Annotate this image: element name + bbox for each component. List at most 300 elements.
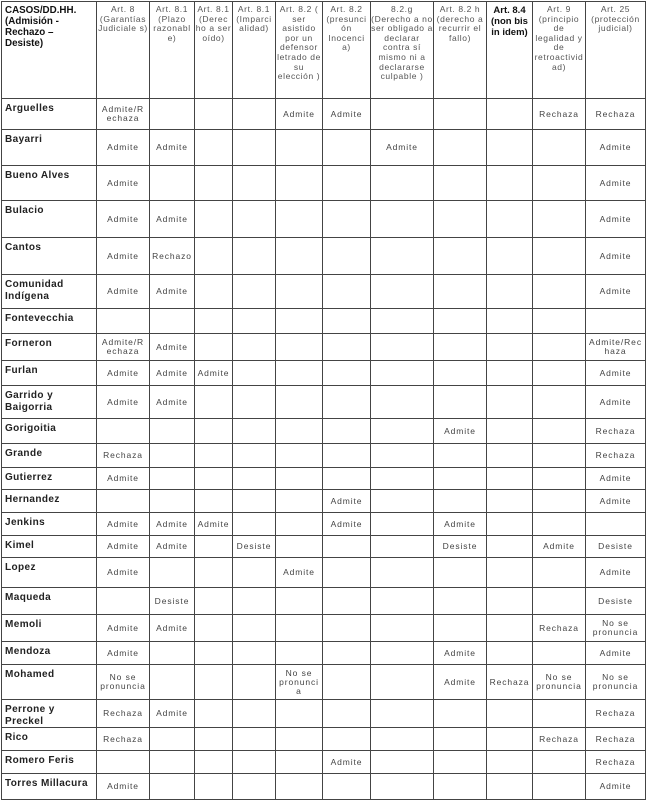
ruling-cell: Admite (150, 275, 195, 309)
ruling-cell: Admite (533, 536, 586, 558)
ruling-cell: Admite (586, 490, 646, 513)
ruling-cell (233, 275, 276, 309)
ruling-cell (371, 99, 434, 130)
ruling-cell (487, 99, 533, 130)
ruling-cell: Admite (586, 275, 646, 309)
ruling-cell (195, 588, 233, 615)
table-row (2, 130, 646, 166)
case-name: Comunidad Indígena (2, 275, 97, 309)
ruling-cell (97, 490, 150, 513)
ruling-cell (233, 130, 276, 166)
table-row (2, 728, 646, 751)
ruling-cell (487, 588, 533, 615)
ruling-cell (233, 201, 276, 238)
ruling-cell: Admite (323, 490, 371, 513)
cases-table (1, 1, 646, 800)
case-name: Bueno Alves (2, 166, 97, 201)
ruling-cell (233, 615, 276, 642)
ruling-cell (233, 490, 276, 513)
ruling-cell: Admite (150, 361, 195, 386)
ruling-cell (195, 130, 233, 166)
ruling-cell (276, 513, 323, 536)
table-row (2, 444, 646, 468)
ruling-cell: Admite (586, 386, 646, 419)
ruling-cell (150, 99, 195, 130)
ruling-cell: Rechaza (533, 728, 586, 751)
ruling-cell (233, 751, 276, 774)
ruling-cell: Admite (323, 99, 371, 130)
ruling-cell: Rechazo (150, 238, 195, 275)
ruling-cell (276, 490, 323, 513)
ruling-cell: Rechaza (586, 419, 646, 444)
ruling-cell (195, 238, 233, 275)
table-row (2, 774, 646, 800)
ruling-cell (276, 419, 323, 444)
ruling-cell (371, 419, 434, 444)
ruling-cell: Admite (97, 468, 150, 490)
ruling-cell (150, 751, 195, 774)
ruling-cell (533, 751, 586, 774)
ruling-cell (371, 728, 434, 751)
ruling-cell (323, 361, 371, 386)
ruling-cell: Rechaza (487, 665, 533, 700)
ruling-cell: Admite (195, 361, 233, 386)
ruling-cell (276, 238, 323, 275)
ruling-cell (276, 615, 323, 642)
case-name: Arguelles (2, 99, 97, 130)
ruling-cell: Rechaza (533, 99, 586, 130)
case-name: Mohamed (2, 665, 97, 700)
ruling-cell (195, 166, 233, 201)
ruling-cell (276, 334, 323, 361)
ruling-cell (487, 728, 533, 751)
ruling-cell (97, 309, 150, 334)
ruling-cell: Admite (586, 130, 646, 166)
ruling-cell (195, 201, 233, 238)
ruling-cell: Admite (586, 468, 646, 490)
case-name: Rico (2, 728, 97, 751)
ruling-cell (487, 166, 533, 201)
ruling-cell: Rechaza (533, 615, 586, 642)
ruling-cell: Admite (150, 700, 195, 728)
ruling-cell (434, 99, 487, 130)
ruling-cell (371, 309, 434, 334)
ruling-cell: Admite (97, 774, 150, 800)
ruling-cell (487, 419, 533, 444)
ruling-cell (233, 642, 276, 665)
table-row (2, 238, 646, 275)
ruling-cell (487, 642, 533, 665)
ruling-cell (487, 361, 533, 386)
ruling-cell (150, 468, 195, 490)
ruling-cell (276, 309, 323, 334)
ruling-cell: No se pronuncia (97, 665, 150, 700)
ruling-cell (586, 513, 646, 536)
ruling-cell (150, 166, 195, 201)
ruling-cell (533, 558, 586, 588)
ruling-cell: Rechaza (97, 700, 150, 728)
ruling-cell: No se pronuncia (586, 615, 646, 642)
ruling-cell: Rechaza (586, 99, 646, 130)
ruling-cell: Desiste (586, 588, 646, 615)
ruling-cell (533, 386, 586, 419)
case-name: Perrone y Preckel (2, 700, 97, 728)
ruling-cell (195, 615, 233, 642)
ruling-cell: Admite (150, 513, 195, 536)
ruling-cell (487, 238, 533, 275)
header-art-8-1-plazo: Art. 8.1 (Plazo razonabl e) (150, 2, 195, 99)
ruling-cell: Admite (150, 334, 195, 361)
ruling-cell (371, 490, 434, 513)
table-row (2, 361, 646, 386)
ruling-cell (434, 275, 487, 309)
ruling-cell (533, 642, 586, 665)
ruling-cell: Admite (586, 201, 646, 238)
ruling-cell (323, 275, 371, 309)
ruling-cell: Admite (150, 386, 195, 419)
ruling-cell (434, 490, 487, 513)
ruling-cell (533, 130, 586, 166)
ruling-cell (434, 309, 487, 334)
ruling-cell (276, 774, 323, 800)
header-row (2, 2, 646, 99)
ruling-cell (371, 558, 434, 588)
header-art-8-2-defensor: Art. 8.2 ( ser asistido por un defensor letrado de su elección ) (276, 2, 323, 99)
table-row (2, 490, 646, 513)
ruling-cell (233, 774, 276, 800)
ruling-cell (195, 275, 233, 309)
ruling-cell (371, 386, 434, 419)
table-row (2, 334, 646, 361)
table-row (2, 513, 646, 536)
table-body (2, 99, 646, 800)
table-row (2, 700, 646, 728)
ruling-cell (195, 386, 233, 419)
ruling-cell (276, 166, 323, 201)
case-name: Torres Millacura (2, 774, 97, 800)
ruling-cell: Admite/R echaza (97, 99, 150, 130)
ruling-cell (233, 309, 276, 334)
header-art-8-2-presuncion: Art. 8.2 (presunci ón Inocenci a) (323, 2, 371, 99)
ruling-cell (533, 361, 586, 386)
ruling-cell: Admite (97, 386, 150, 419)
ruling-cell (195, 444, 233, 468)
ruling-cell: Admite (97, 536, 150, 558)
ruling-cell (533, 419, 586, 444)
ruling-cell (323, 615, 371, 642)
ruling-cell (195, 665, 233, 700)
ruling-cell (487, 334, 533, 361)
ruling-cell: Admite (434, 665, 487, 700)
ruling-cell (434, 166, 487, 201)
table-row (2, 201, 646, 238)
ruling-cell (533, 490, 586, 513)
ruling-cell (195, 334, 233, 361)
ruling-cell (323, 130, 371, 166)
ruling-cell (323, 166, 371, 201)
ruling-cell (195, 536, 233, 558)
ruling-cell (533, 588, 586, 615)
ruling-cell (276, 201, 323, 238)
ruling-cell (533, 201, 586, 238)
ruling-cell (533, 166, 586, 201)
ruling-cell (323, 728, 371, 751)
table-row (2, 386, 646, 419)
ruling-cell: Admite (97, 642, 150, 665)
ruling-cell (434, 238, 487, 275)
ruling-cell: Admite (434, 513, 487, 536)
ruling-cell (233, 444, 276, 468)
ruling-cell (487, 275, 533, 309)
ruling-cell (371, 238, 434, 275)
ruling-cell (371, 201, 434, 238)
table-row (2, 588, 646, 615)
ruling-cell: Admite (195, 513, 233, 536)
ruling-cell: Admite (150, 130, 195, 166)
ruling-cell (276, 361, 323, 386)
ruling-cell (233, 665, 276, 700)
ruling-cell (487, 468, 533, 490)
case-name: Gutierrez (2, 468, 97, 490)
ruling-cell (233, 166, 276, 201)
ruling-cell: Rechaza (586, 444, 646, 468)
ruling-cell (371, 615, 434, 642)
ruling-cell (150, 642, 195, 665)
header-art-8-2-h: Art. 8.2 h (derecho a recurrir el fallo) (434, 2, 487, 99)
ruling-cell: Admite (97, 513, 150, 536)
header-art-9: Art. 9 (principio de legalidad y de retroactivid ad) (533, 2, 586, 99)
ruling-cell: Desiste (233, 536, 276, 558)
ruling-cell (195, 419, 233, 444)
ruling-cell (276, 468, 323, 490)
ruling-cell (371, 774, 434, 800)
ruling-cell (434, 201, 487, 238)
ruling-cell (150, 558, 195, 588)
table-row (2, 166, 646, 201)
ruling-cell (434, 615, 487, 642)
table-row (2, 665, 646, 700)
ruling-cell (371, 444, 434, 468)
table-row (2, 536, 646, 558)
ruling-cell (371, 275, 434, 309)
header-art-8-1-oido: Art. 8.1 (Derec ho a ser oído) (195, 2, 233, 99)
case-name: Lopez (2, 558, 97, 588)
case-name: Kimel (2, 536, 97, 558)
ruling-cell: Admite (97, 238, 150, 275)
ruling-cell (276, 751, 323, 774)
ruling-cell (487, 536, 533, 558)
ruling-cell (323, 334, 371, 361)
ruling-cell (371, 751, 434, 774)
ruling-cell (371, 536, 434, 558)
ruling-cell (323, 238, 371, 275)
case-name: Romero Feris (2, 751, 97, 774)
case-name: Maqueda (2, 588, 97, 615)
ruling-cell (434, 468, 487, 490)
ruling-cell (371, 334, 434, 361)
ruling-cell (195, 99, 233, 130)
ruling-cell (195, 642, 233, 665)
case-name: Forneron (2, 334, 97, 361)
ruling-cell (434, 444, 487, 468)
ruling-cell (233, 419, 276, 444)
ruling-cell (233, 386, 276, 419)
case-name: Garrido y Baigorria (2, 386, 97, 419)
ruling-cell (150, 728, 195, 751)
ruling-cell: Admite (586, 642, 646, 665)
ruling-cell (195, 751, 233, 774)
ruling-cell: Desiste (434, 536, 487, 558)
case-name: Mendoza (2, 642, 97, 665)
ruling-cell (97, 588, 150, 615)
ruling-cell: Admite (434, 642, 487, 665)
ruling-cell: Admite (97, 201, 150, 238)
ruling-cell (233, 588, 276, 615)
table-row (2, 275, 646, 309)
ruling-cell: Desiste (586, 536, 646, 558)
ruling-cell (487, 558, 533, 588)
ruling-cell (323, 468, 371, 490)
ruling-cell (150, 419, 195, 444)
ruling-cell (195, 728, 233, 751)
ruling-cell (233, 513, 276, 536)
table-row (2, 309, 646, 334)
ruling-cell (533, 238, 586, 275)
ruling-cell: Admite (150, 615, 195, 642)
ruling-cell (371, 700, 434, 728)
ruling-cell (487, 513, 533, 536)
ruling-cell: Rechaza (586, 751, 646, 774)
ruling-cell (371, 513, 434, 536)
case-name: Memoli (2, 615, 97, 642)
ruling-cell (533, 700, 586, 728)
ruling-cell (371, 361, 434, 386)
ruling-cell (150, 665, 195, 700)
ruling-cell (533, 468, 586, 490)
ruling-cell: Desiste (150, 588, 195, 615)
ruling-cell (533, 309, 586, 334)
ruling-cell (276, 444, 323, 468)
ruling-cell: Admite/Rec haza (586, 334, 646, 361)
ruling-cell (487, 444, 533, 468)
case-name: Hernandez (2, 490, 97, 513)
ruling-cell: Rechaza (97, 728, 150, 751)
ruling-cell (150, 490, 195, 513)
ruling-cell (323, 700, 371, 728)
case-name: Furlan (2, 361, 97, 386)
ruling-cell (233, 99, 276, 130)
ruling-cell (434, 386, 487, 419)
ruling-cell: Rechaza (97, 444, 150, 468)
ruling-cell (487, 615, 533, 642)
ruling-cell (233, 468, 276, 490)
ruling-cell: Rechaza (586, 700, 646, 728)
ruling-cell (434, 334, 487, 361)
ruling-cell (371, 642, 434, 665)
ruling-cell (487, 751, 533, 774)
ruling-cell: Admite (586, 361, 646, 386)
ruling-cell (150, 774, 195, 800)
ruling-cell (276, 130, 323, 166)
case-name: Jenkins (2, 513, 97, 536)
ruling-cell (195, 700, 233, 728)
ruling-cell: Admite (97, 166, 150, 201)
ruling-cell: Admite (276, 99, 323, 130)
ruling-cell (276, 642, 323, 665)
ruling-cell (371, 588, 434, 615)
case-name: Gorigoitia (2, 419, 97, 444)
ruling-cell (487, 774, 533, 800)
ruling-cell: Admite (586, 166, 646, 201)
ruling-cell (276, 275, 323, 309)
ruling-cell (97, 419, 150, 444)
case-name: Bulacio (2, 201, 97, 238)
ruling-cell (533, 275, 586, 309)
ruling-cell (533, 774, 586, 800)
ruling-cell (323, 588, 371, 615)
ruling-cell: Admite (586, 774, 646, 800)
ruling-cell (487, 700, 533, 728)
ruling-cell: Admite/R echaza (97, 334, 150, 361)
ruling-cell (323, 419, 371, 444)
ruling-cell (371, 468, 434, 490)
ruling-cell (487, 309, 533, 334)
ruling-cell (533, 444, 586, 468)
table-row (2, 642, 646, 665)
ruling-cell (323, 309, 371, 334)
case-name: Fontevecchia (2, 309, 97, 334)
header-art-25: Art. 25 (protección judicial) (586, 2, 646, 99)
ruling-cell (434, 588, 487, 615)
ruling-cell: Admite (97, 130, 150, 166)
ruling-cell (233, 334, 276, 361)
ruling-cell (487, 490, 533, 513)
ruling-cell (323, 201, 371, 238)
ruling-cell: Admite (150, 536, 195, 558)
ruling-cell (323, 665, 371, 700)
ruling-cell (487, 386, 533, 419)
table-row (2, 615, 646, 642)
ruling-cell (434, 700, 487, 728)
ruling-cell: Admite (97, 615, 150, 642)
ruling-cell: No se pronuncia (533, 665, 586, 700)
header-art-8-2-g: 8.2.g (Derecho a no ser obligado a declarar contra sí mismo ni a declararse culpable ) (371, 2, 434, 99)
ruling-cell (371, 665, 434, 700)
ruling-cell (323, 536, 371, 558)
ruling-cell (276, 700, 323, 728)
ruling-cell (195, 309, 233, 334)
ruling-cell (195, 558, 233, 588)
ruling-cell: Admite (586, 558, 646, 588)
ruling-cell (276, 386, 323, 419)
case-name: Grande (2, 444, 97, 468)
ruling-cell (195, 774, 233, 800)
ruling-cell (97, 751, 150, 774)
ruling-cell (434, 728, 487, 751)
ruling-cell (371, 166, 434, 201)
ruling-cell: Admite (97, 275, 150, 309)
ruling-cell: Admite (434, 419, 487, 444)
ruling-cell: No se pronunci a (276, 665, 323, 700)
table-row (2, 751, 646, 774)
header-art-8-4: Art. 8.4 (non bis in idem) (487, 2, 533, 99)
ruling-cell: Admite (276, 558, 323, 588)
ruling-cell (323, 386, 371, 419)
ruling-cell (487, 130, 533, 166)
ruling-cell (150, 309, 195, 334)
ruling-cell (233, 361, 276, 386)
ruling-cell (276, 728, 323, 751)
